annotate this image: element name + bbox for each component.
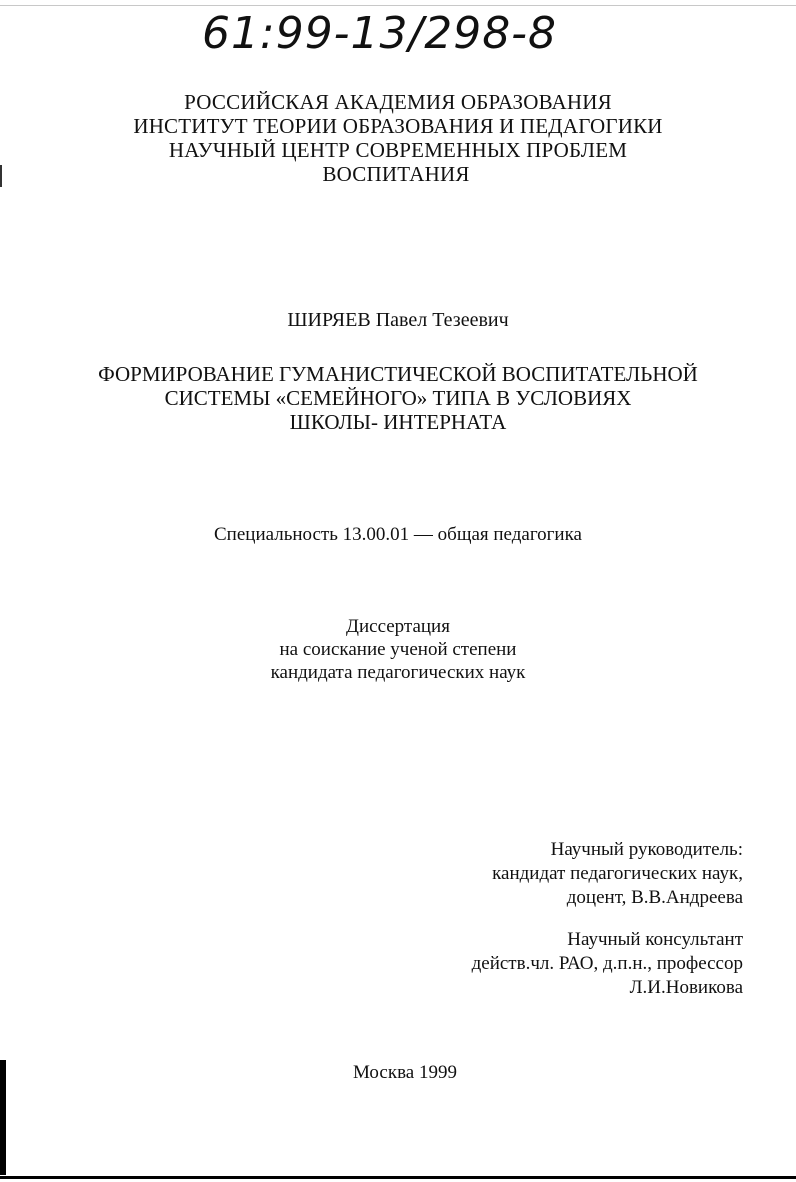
author-given-names: Павел Тезеевич: [375, 309, 509, 331]
degree-line: Диссертация: [346, 616, 450, 637]
author-name: [0, 308, 796, 332]
supervisor-line: доцент, В.В.Андреева: [566, 887, 743, 908]
archive-number-text: 61:99-13/298-8: [202, 8, 557, 58]
organization-heading: [0, 90, 796, 186]
title-line: СИСТЕМЫ «СЕМЕЙНОГО» ТИПА В УСЛОВИЯХ: [164, 386, 632, 410]
consultant-line: действ.чл. РАО, д.п.н., профессор: [471, 953, 743, 974]
consultant-line: Л.И.Новикова: [629, 977, 743, 998]
title-line: ФОРМИРОВАНИЕ ГУМАНИСТИЧЕСКОЙ ВОСПИТАТЕЛЬНОЙ: [98, 362, 698, 386]
degree-line: кандидата педагогических наук: [270, 662, 526, 683]
organization-line: РОССИЙСКАЯ АКАДЕМИЯ ОБРАЗОВАНИЯ: [184, 90, 612, 114]
dissertation-title: [0, 362, 796, 434]
scan-artifact-bottom-edge: [0, 1176, 796, 1179]
organization-line: ВОСПИТАНИЯ: [322, 162, 470, 186]
supervisor-line: кандидат педагогических наук,: [492, 863, 743, 884]
scientific-consultant: [472, 928, 743, 1000]
title-line: ШКОЛЫ- ИНТЕРНАТА: [289, 410, 507, 434]
handwritten-archive-number: [200, 6, 560, 58]
degree-line: на соискание ученой степени: [279, 639, 517, 660]
scientific-supervisor: [492, 838, 743, 910]
organization-line: ИНСТИТУТ ТЕОРИИ ОБРАЗОВАНИЯ И ПЕДАГОГИКИ: [133, 114, 663, 138]
place-and-year: Москва 1999: [353, 1062, 457, 1083]
supervisor-line: Научный руководитель:: [550, 839, 743, 860]
degree-statement: [0, 615, 796, 684]
author-surname: ШИРЯЕВ: [287, 309, 371, 331]
organization-line: НАУЧНЫЙ ЦЕНТР СОВРЕМЕННЫХ ПРОБЛЕМ: [168, 138, 628, 162]
consultant-line: Научный консультант: [567, 929, 743, 950]
specialty-line: Специальность 13.00.01 — общая педагогика: [214, 524, 582, 545]
